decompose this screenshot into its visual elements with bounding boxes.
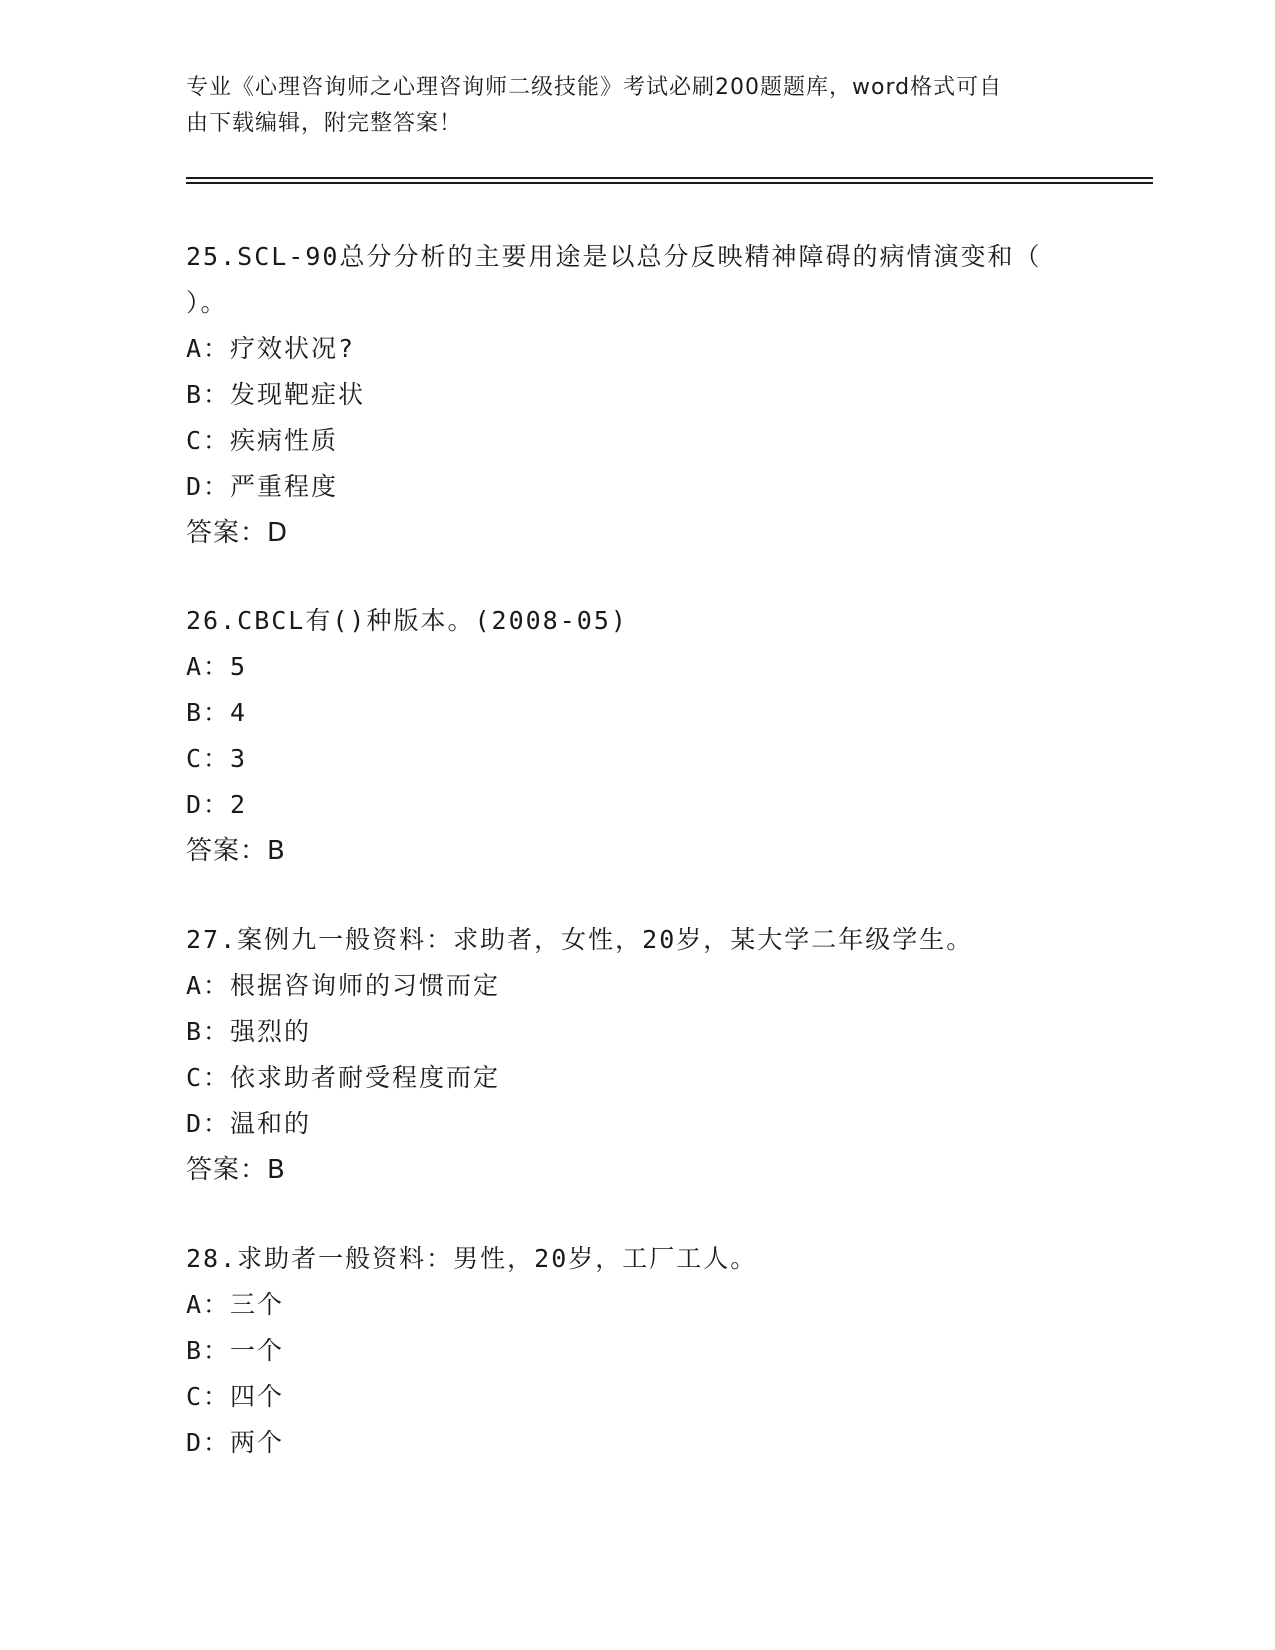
option-d: D：温和的 [186, 1109, 312, 1138]
answer-text: 答案：D [186, 518, 289, 548]
option-b: B：4 [186, 698, 248, 727]
question-block [186, 1236, 1086, 1466]
option-c: C：疾病性质 [186, 426, 339, 455]
document-header [186, 70, 1066, 142]
question-block [186, 917, 1086, 1193]
option-a: A：三个 [186, 1290, 285, 1319]
answer-text: 答案：B [186, 1155, 286, 1185]
option-c: C：依求助者耐受程度而定 [186, 1063, 501, 1092]
option-d: D：两个 [186, 1428, 285, 1457]
option-b: B：发现靶症状 [186, 380, 366, 409]
question-title [186, 917, 1086, 963]
option-a: A：疗效状况? [186, 334, 356, 363]
question-title-line-1: 25.SCL-90总分分析的主要用途是以总分反映精神障碍的病情演变和（ [186, 242, 1042, 271]
option-a: A：根据咨询师的习惯而定 [186, 971, 501, 1000]
option-c: C：四个 [186, 1382, 285, 1411]
question-title [186, 1236, 1086, 1282]
option-b: B：强烈的 [186, 1017, 312, 1046]
header-divider-top [186, 177, 1153, 179]
option-d: D：2 [186, 790, 248, 819]
answer-text: 答案：B [186, 836, 286, 866]
question-title-line-1: 27.案例九一般资料：求助者，女性，20岁，某大学二年级学生。 [186, 925, 974, 954]
question-block [186, 234, 1086, 556]
question-title [186, 598, 1086, 644]
header-line-2: 由下载编辑，附完整答案！ [186, 111, 463, 136]
question-title-line-1: 26.CBCL有()种版本。(2008-05) [186, 606, 628, 635]
option-d: D：严重程度 [186, 472, 339, 501]
question-title-line-2: ）。 [186, 288, 228, 317]
option-b: B：一个 [186, 1336, 285, 1365]
option-c: C：3 [186, 744, 248, 773]
option-a: A：5 [186, 652, 248, 681]
question-title-line-1: 28.求助者一般资料：男性，20岁，工厂工人。 [186, 1244, 758, 1273]
question-block [186, 598, 1086, 874]
question-title [186, 234, 1086, 326]
header-divider-bottom [186, 182, 1153, 184]
header-line-1: 专业《心理咨询师之心理咨询师二级技能》考试必刷200题题库，word格式可自 [186, 75, 1003, 100]
